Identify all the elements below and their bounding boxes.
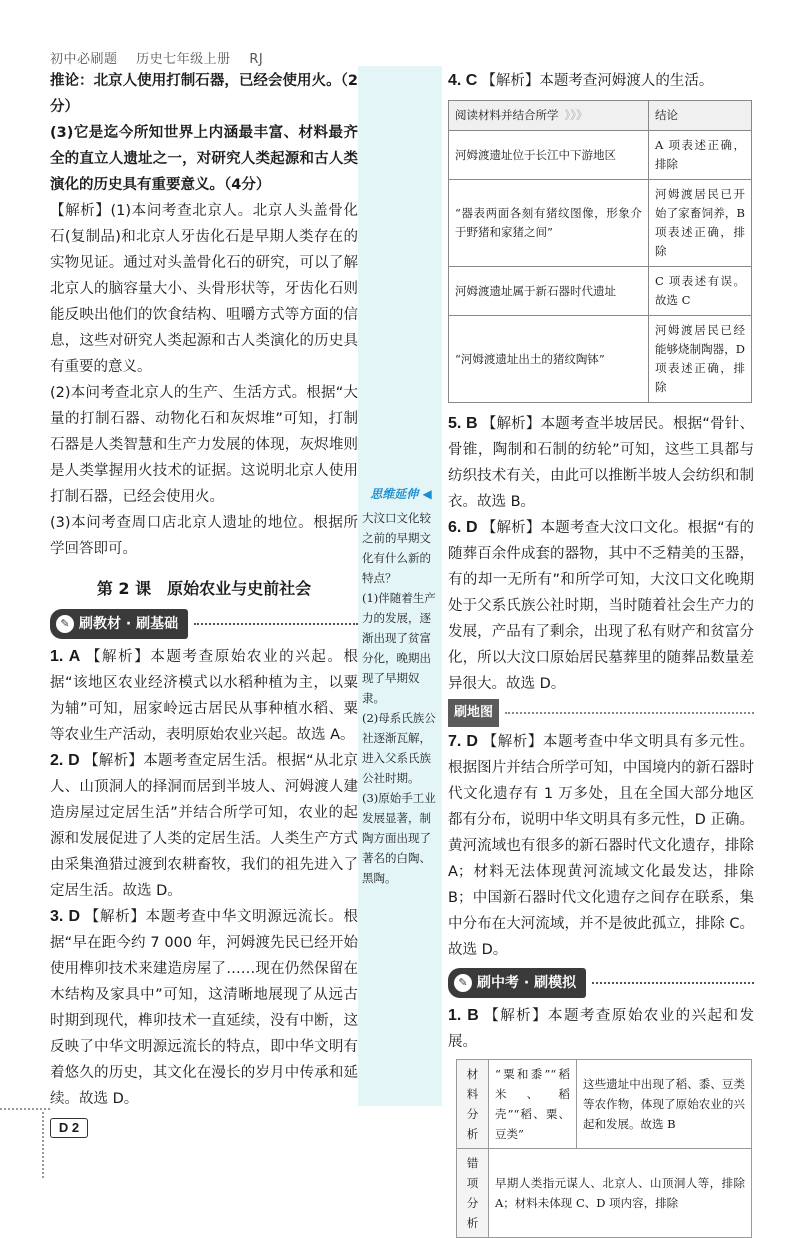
table-row (457, 1149, 752, 1238)
right-column (448, 68, 754, 1238)
section-banner-exam (448, 969, 754, 997)
left-column (50, 68, 358, 1112)
section-banner-map (448, 701, 754, 725)
section-banner-basics (50, 610, 358, 638)
side-note-point: (3)原始手工业发展显著，制陶方面出现了著名的白陶、黑陶。 (362, 791, 436, 885)
dotted-rule (194, 623, 358, 625)
analysis-part1: 【解析】(1)本问考查北京人。北京人头盖骨化石(复制品)和北京人牙齿化石是早期人类存在的实物见证。通过对头盖骨化石的研究，可以了解北京人的脑容量大小、头骨形状等，牙齿化石则能反映出他们的饮食结构、咀嚼方式等方面的信息，这些对研究人类起源和古人类演化的历史具有重要的意义。 (50, 203, 358, 375)
question-item (448, 411, 754, 515)
side-note-question: 大汶口文化较之前的早期文化有什么新的特点？ (362, 511, 431, 585)
table-cell: C 项表述有误。故选 C (648, 267, 751, 316)
dotted-rule (505, 712, 754, 714)
table-cell: 河姆渡居民已开始了家畜饲养，B 项表述正确，排除 (648, 180, 751, 267)
side-note-title: 思维延伸 ◀ (370, 487, 432, 501)
page-number: D 2 (50, 1118, 88, 1138)
answer-key: 4. C (448, 72, 478, 89)
header-series: 初中必刷题 (50, 52, 118, 67)
table-row (449, 180, 752, 267)
question-item (50, 644, 358, 748)
analysis-table (448, 100, 752, 403)
table-cell: 河姆渡遗址位于长江中下游地区 (449, 131, 649, 180)
answer-key: 2. D (50, 752, 80, 769)
table-row (449, 267, 752, 316)
table-row (457, 1060, 752, 1149)
table-cell: A 项表述正确，排除 (648, 131, 751, 180)
book-icon: ✎ (56, 615, 74, 633)
banner-label: 刷中考 · 刷模拟 (477, 975, 577, 991)
table-cell: 这些遗址中出现了稻、黍、豆类等农作物，体现了原始农业的兴起和发展。故选 B (577, 1060, 752, 1149)
question-item (50, 904, 358, 1112)
answer-explanation: 【解析】本题考查中华文明源远流长。根据“早在距今约 7 000 年，河姆渡先民已经开始使用榫卯技术来建造房屋了……现在仍然保留在木结构及家具中”可知，这清晰地展现了从远古时期到现代，榫卯技术一直延续，没有中断，这反映了中华文明源远流长的特点，即中华文明有着悠久的历史，其文化在漫长的岁月中传承和延续。故选 D。 (50, 909, 358, 1107)
table-label-cell: 材料分析 (457, 1060, 489, 1149)
table-label-cell: 错项分析 (457, 1149, 489, 1238)
table-header-cell: 阅读材料并结合所学 》》》 (449, 101, 649, 131)
table-header-row (449, 101, 752, 131)
banner-label: 刷地图 (448, 699, 499, 727)
page-corner-line (42, 1112, 44, 1178)
page-corner-dots (0, 1108, 50, 1110)
banner-tag (50, 609, 188, 639)
dotted-rule (592, 982, 754, 984)
header-edition: RJ (249, 52, 264, 67)
book-icon: ✎ (454, 974, 472, 992)
table-header-cell: 结论 (648, 101, 751, 131)
question-item (448, 515, 754, 697)
table-cell: “粟和黍”“稻米、稻壳”“稻、粟、豆类” (489, 1060, 577, 1149)
question-item (448, 68, 754, 94)
thinking-extension-note (362, 484, 440, 888)
answer-key: 5. B (448, 415, 478, 432)
inference-text: 推论：北京人使用打制石器，已经会使用火。（2分） (50, 73, 358, 115)
analysis-part2: (2)本问考查北京人的生产、生活方式。根据“大量的打制石器、动物化石和灰烬堆”可知，打制石器是人类智慧和生产力发展的体现，灰烬堆则是人类掌握用火技术的证据。这说明北京人使用打制石器，已经会使用火。 (50, 385, 358, 505)
table-cell: 早期人类指元谋人、北京人、山顶洞人等，排除 A；材料未体现 C、D 项内容，排除 (489, 1149, 752, 1238)
table-row (449, 316, 752, 403)
answer-explanation: 【解析】本题考查半坡居民。根据“骨针、骨锥，陶制和石制的纺轮”可知，这些工具都与纺织技术有关，由此可以推断半坡人会纺织和制衣。故选 B。 (448, 416, 755, 510)
running-header (50, 48, 277, 67)
answer-explanation: 【解析】本题考查大汶口文化。根据“有的随葬百余件成套的器物，其中不乏精美的玉器，有的却一无所有”和所学可知，大汶口文化晚期处于父系氏族公社时期，当时随着社会生产力的发展，产品有了剩余，出现了私有财产和贫富分化，所以大汶口原始居民墓葬里的随葬品数量差异很大。故选 D。 (448, 520, 755, 692)
question-item (448, 1003, 754, 1055)
q3-answer: (3)它是迄今所知世界上内涵最丰富、材料最齐全的直立人遗址之一，对研究人类起源和古人类演化的历史具有重要意义。（4分） (50, 125, 358, 193)
table-cell: 河姆渡遗址属于新石器时代遗址 (449, 267, 649, 316)
table-cell: 河姆渡居民已经能够烧制陶器，D 项表述正确，排除 (648, 316, 751, 403)
answer-key: 1. B (448, 1007, 479, 1024)
banner-tag (448, 968, 586, 998)
analysis-part3: (3)本问考查周口店北京人遗址的地位。根据所学回答即可。 (50, 515, 358, 557)
answer-explanation: 【解析】本题考查原始农业的兴起和发展。 (448, 1008, 754, 1050)
answer-key: 6. D (448, 519, 478, 536)
answer-key: 1. A (50, 648, 81, 665)
side-note-point: (2)母系氏族公社逐渐瓦解，进入父系氏族公社时期。 (362, 711, 436, 785)
side-note-point: (1)伴随着生产力的发展，逐渐出现了贫富分化，晚期出现了早期奴隶。 (362, 591, 436, 705)
question-item (50, 748, 358, 904)
answer-explanation: 【解析】本题考查中华文明具有多元性。根据图片并结合所学可知，中国境内的新石器时代文化遗存有 1 万多处，且在全国大部分地区都有分布，说明中华文明具有多元性，D 正确。黄河流域也有很多的新石器时代文化遗存，排除 A；材料无法体现黄河流域文化最发达，排除 B；中国新石器时代文化遗存之间存在联系，集中分布在大河流域，并不是彼此孤立，排除 C。故选 D。 (448, 734, 755, 958)
table-row (449, 131, 752, 180)
answer-explanation: 【解析】本题考查定居生活。根据“从北京人、山顶洞人的择洞而居到半坡人、河姆渡人建造房屋过定居生活”并结合所学可知，农业的起源和发展促进了人类的定居生活。人类生产方式由采集渔猎过渡到农耕畜牧，我们的祖先进入了定居生活。故选 D。 (50, 753, 359, 899)
table-cell: “器表两面各刻有猪纹图像，形象介于野猪和家猪之间” (449, 180, 649, 267)
arrow-icon: 》》》 (564, 108, 588, 122)
question-item (448, 729, 754, 963)
header-subject: 历史七年级上册 (136, 52, 231, 67)
answer-explanation: 【解析】本题考查原始农业的兴起。根据“该地区农业经济模式以水稻种植为主，以粟为辅”可知，屈家岭远古居民从事种植水稻、粟等农业生产活动，表明原始农业兴起。故选 A。 (50, 649, 359, 743)
answer-explanation: 【解析】本题考查河姆渡人的生活。 (481, 73, 714, 89)
answer-key: 7. D (448, 733, 478, 750)
answer-key: 3. D (50, 908, 81, 925)
table-cell: “河姆渡遗址出土的猪纹陶钵” (449, 316, 649, 403)
banner-label: 刷教材 · 刷基础 (79, 616, 179, 632)
material-analysis-table (456, 1059, 752, 1238)
lesson-title: 第 2 课 原始农业与史前社会 (96, 579, 312, 598)
